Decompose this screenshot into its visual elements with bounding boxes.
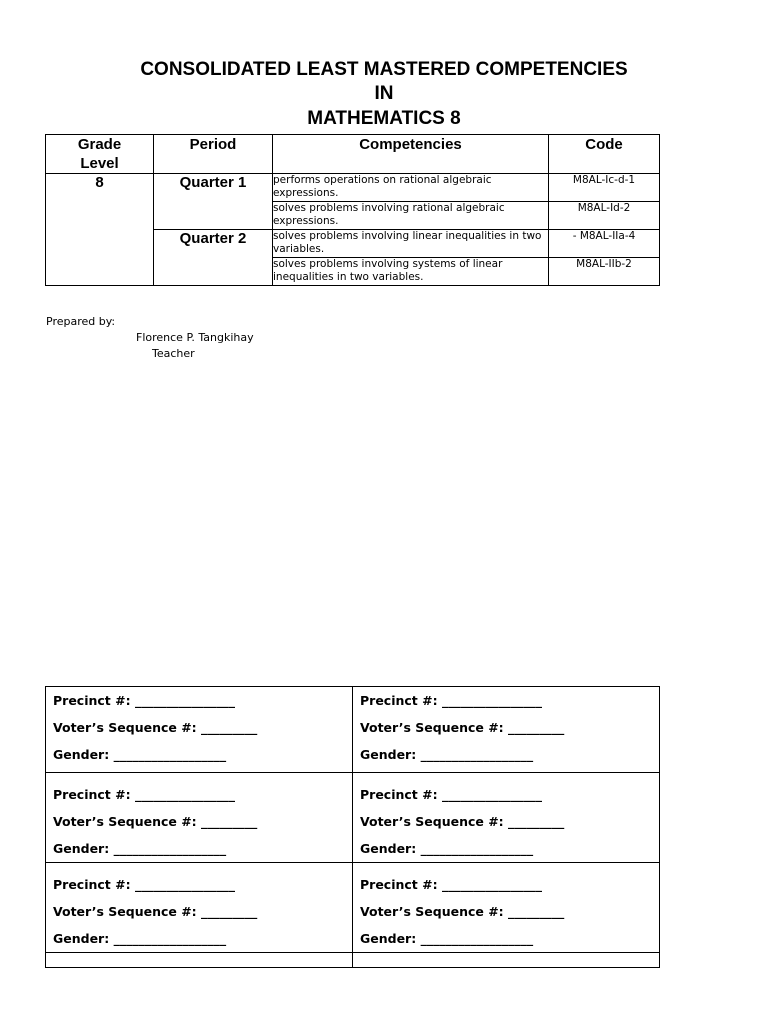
voter-slip-row [46,687,660,773]
precinct-field[interactable]: Precinct #: ________________ [360,693,542,708]
voter-sequence-field[interactable]: Voter’s Sequence #: _________ [360,720,565,735]
voter-slip-row [46,863,660,953]
preparer-name: Florence P. Tangkihay [136,331,254,344]
table-header-row [46,135,660,174]
code-cell: M8AL-IIb-2 [549,258,660,286]
voter-sequence-field[interactable]: Voter’s Sequence #: _________ [53,720,258,735]
header-competencies: Competencies [273,135,549,174]
precinct-field[interactable]: Precinct #: ________________ [360,877,542,892]
competencies-table [45,134,660,286]
voter-slip-row-partial [46,953,660,968]
code-cell: M8AL-Id-2 [549,202,660,230]
precinct-field[interactable]: Precinct #: ________________ [53,877,235,892]
voter-slip [46,773,353,863]
voter-sequence-field[interactable]: Voter’s Sequence #: _________ [360,904,565,919]
gender-field[interactable]: Gender: __________________ [360,841,534,856]
code-cell: M8AL-Ic-d-1 [549,174,660,202]
voter-slip [353,773,660,863]
voter-slip-partial [353,953,660,968]
competency-cell: solves problems involving rational algebraic expressions. [273,202,549,230]
preparer-role: Teacher [152,347,195,360]
precinct-field[interactable]: Precinct #: ________________ [53,693,235,708]
header-period: Period [154,135,273,174]
document-title-line2: IN [374,83,394,104]
voter-slip [353,863,660,953]
period-quarter-2: Quarter 2 [154,230,273,286]
voter-slip-row [46,773,660,863]
grade-cell: 8 [46,174,154,286]
competency-cell: performs operations on rational algebraic expressions. [273,174,549,202]
header-grade-level: Grade Level [46,135,154,174]
voter-sequence-field[interactable]: Voter’s Sequence #: _________ [360,814,565,829]
precinct-field[interactable]: Precinct #: ________________ [53,787,235,802]
voter-slip [353,687,660,773]
competency-cell: solves problems involving linear inequalities in two variables. [273,230,549,258]
table-row [46,174,660,202]
document-title-line1: CONSOLIDATED LEAST MASTERED COMPETENCIES [140,59,628,80]
voter-sequence-field[interactable]: Voter’s Sequence #: _________ [53,904,258,919]
gender-field[interactable]: Gender: __________________ [53,841,227,856]
gender-field[interactable]: Gender: __________________ [360,747,534,762]
code-cell: - M8AL-IIa-4 [549,230,660,258]
document-title-line3: MATHEMATICS 8 [307,108,461,129]
voter-sequence-field[interactable]: Voter’s Sequence #: _________ [53,814,258,829]
header-code: Code [549,135,660,174]
precinct-field[interactable]: Precinct #: ________________ [360,787,542,802]
gender-field[interactable]: Gender: __________________ [53,747,227,762]
voter-slips-table [45,686,660,968]
gender-field[interactable]: Gender: __________________ [360,931,534,946]
competency-cell: solves problems involving systems of linear inequalities in two variables. [273,258,549,286]
gender-field[interactable]: Gender: __________________ [53,931,227,946]
period-quarter-1: Quarter 1 [154,174,273,230]
voter-slip-partial [46,953,353,968]
prepared-by-label: Prepared by: [46,315,116,328]
voter-slip [46,687,353,773]
voter-slip [46,863,353,953]
